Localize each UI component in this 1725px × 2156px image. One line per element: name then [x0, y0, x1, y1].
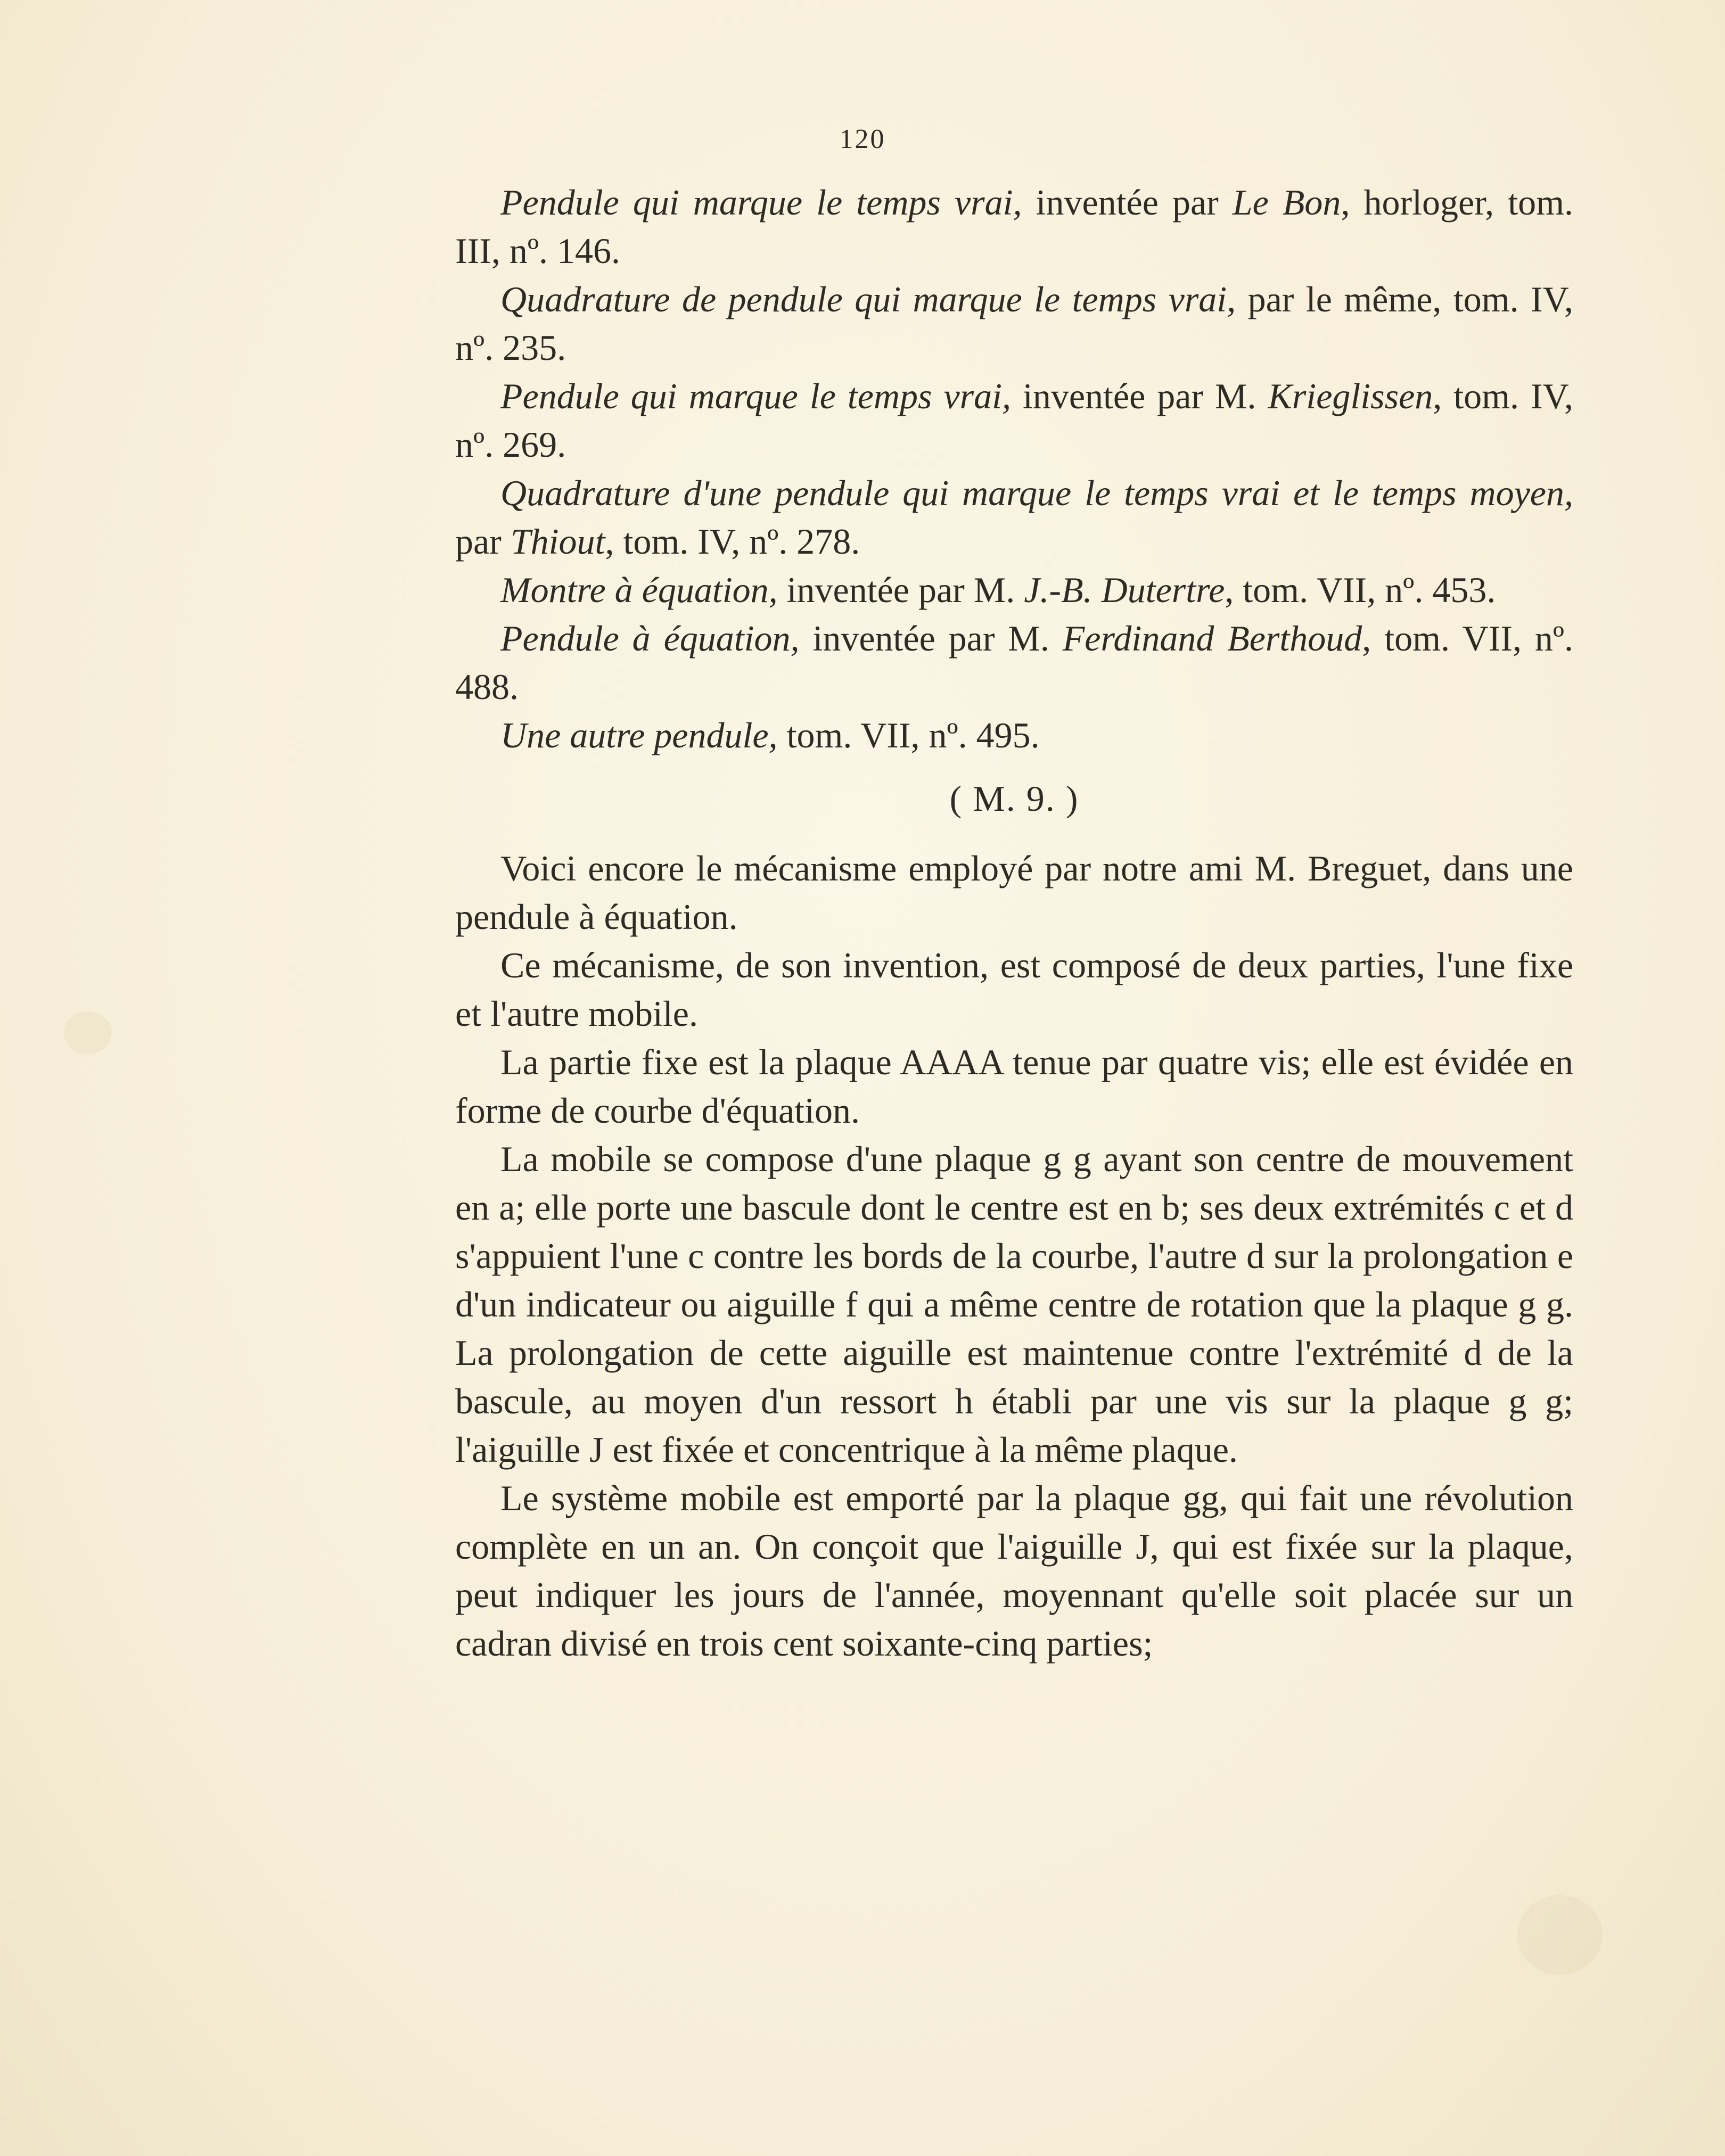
page-number: 120	[839, 124, 886, 154]
entry-author: Thiout	[510, 521, 605, 562]
entry-title: Quadrature d'une pendule qui marque le temps vrai et le temps moyen,	[500, 473, 1573, 513]
entry-title: Pendule qui marque le temps vrai,	[500, 182, 1022, 223]
section-heading: ( M. 9. )	[949, 778, 1079, 819]
entry-reference: , tom. VII, nº. 488.	[455, 618, 1574, 707]
index-entry	[455, 711, 1573, 760]
entry-reference: , tom. IV, nº. 278.	[605, 521, 860, 562]
entry-author: Le Bon	[1232, 182, 1341, 223]
entry-text: inventée par M.	[1011, 376, 1268, 416]
entry-text: inventée par M.	[799, 618, 1063, 659]
paragraph: Voici encore le mécanisme employé par notre ami M. Breguet, dans une pendule à équation.	[455, 848, 1573, 937]
paper-stain	[1517, 1895, 1603, 1975]
entry-text: par	[455, 521, 511, 562]
entry-text: inventée par M.	[777, 570, 1024, 610]
entry-author: Krieglissen	[1268, 376, 1433, 416]
entry-author: J.-B. Dutertre	[1024, 570, 1225, 610]
entry-text: inventée par	[1022, 182, 1233, 223]
paper-stain	[64, 1011, 112, 1054]
entry-title: Pendule à équation,	[500, 618, 800, 659]
index-entry	[455, 372, 1573, 469]
entry-reference: , tom. IV, nº. 269.	[455, 376, 1573, 465]
paragraph: La partie fixe est la plaque AAAA tenue par quatre vis; elle est évidée en forme de courbe d'équation.	[455, 1042, 1573, 1131]
index-entry	[455, 614, 1573, 711]
index-entry	[455, 275, 1573, 372]
entry-title: Montre à équation,	[500, 570, 778, 610]
entry-text: par le même, tom. IV, nº. 235.	[455, 279, 1573, 368]
entry-title: Quadrature de pendule qui marque le temps vrai,	[500, 279, 1236, 319]
entry-title: Une autre pendule,	[500, 715, 778, 755]
body-text	[455, 178, 1573, 1668]
paragraph: Le système mobile est emporté par la plaque gg, qui fait une révolution complète en un an. On conçoit que l'aiguille J, qui est fixée sur la plaque, peut indiquer les jours de l'année, moyennant qu'elle soit placée sur un cadran divisé en trois cent soixante-cinq parties;	[455, 1478, 1573, 1664]
index-entry	[455, 178, 1573, 275]
entry-author: Ferdinand Berthoud	[1062, 618, 1362, 659]
index-entry	[455, 566, 1573, 614]
entry-reference: , tom. VII, nº. 453.	[1225, 570, 1496, 610]
index-entry	[455, 469, 1573, 566]
paragraph: Ce mécanisme, de son invention, est composé de deux parties, l'une fixe et l'autre mobile.	[455, 945, 1573, 1034]
entry-title: Pendule qui marque le temps vrai,	[500, 376, 1011, 416]
entry-reference: , horloger, tom. III, nº. 146.	[455, 182, 1573, 271]
entry-text: tom. VII, nº. 495.	[777, 715, 1040, 755]
paragraph: La mobile se compose d'une plaque g g ayant son centre de mouvement en a; elle porte une bascule dont le centre est en b; ses deux extrémités c et d s'appuient l'une c contre les bords de la courbe, l'autre d sur la prolongation e d'un indicateur ou aiguille f qui a même centre de rotation que la plaque g g. La prolongation de cette aiguille est maintenue contre l'extrémité d de la bascule, au moyen d'un ressort h établi par une vis sur la plaque g g; l'aiguille J est fixée et concentrique à la même plaque.	[455, 1139, 1573, 1470]
